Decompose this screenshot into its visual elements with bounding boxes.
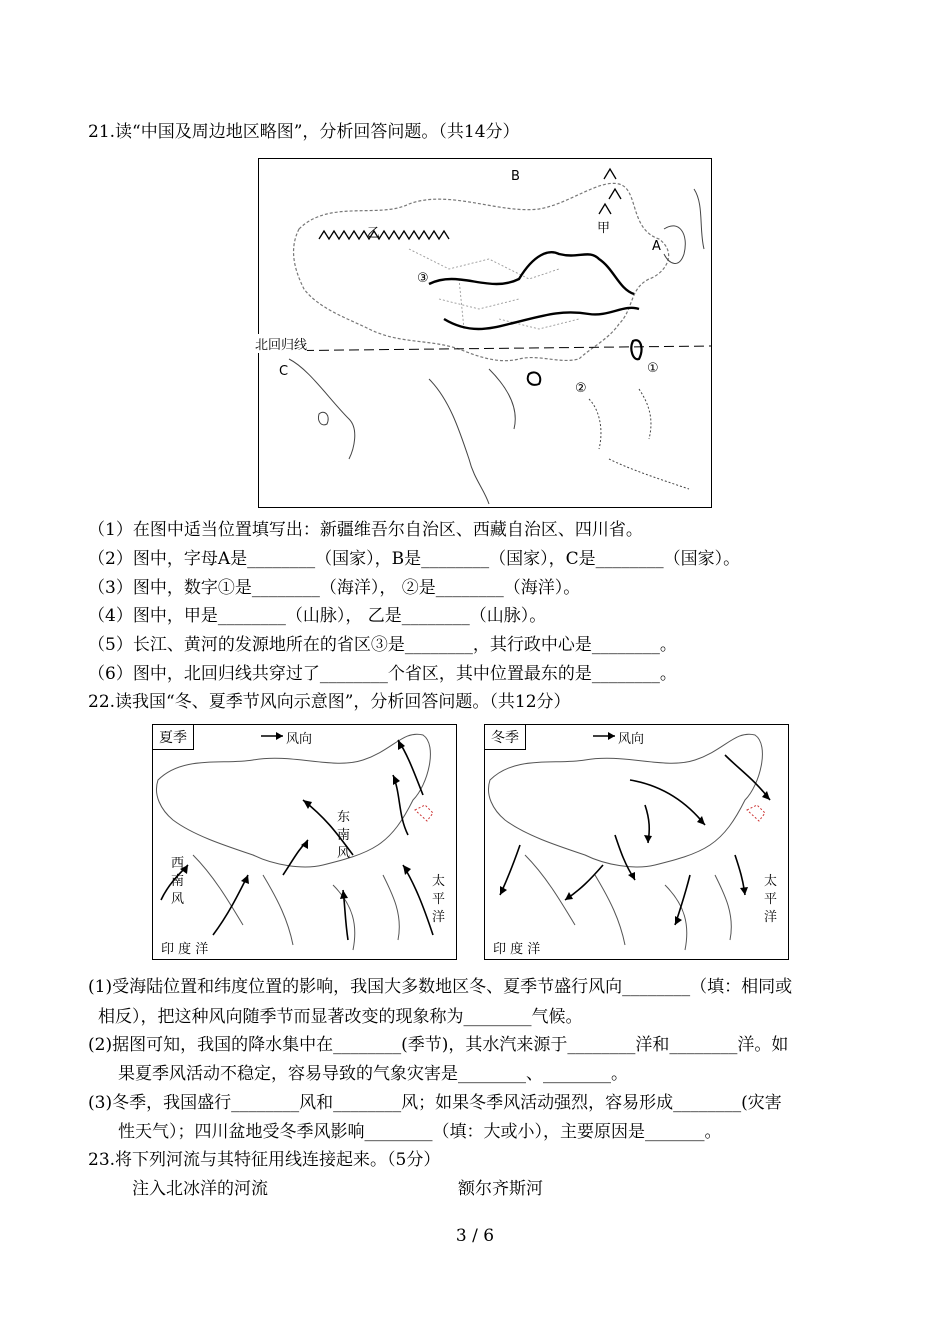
winter-pacific: 太平洋 bbox=[764, 874, 778, 925]
winter-indian-ocean: 印 度 洋 bbox=[493, 942, 541, 957]
label-jia: 甲 bbox=[597, 221, 611, 236]
summer-pacific: 太平洋 bbox=[432, 874, 446, 925]
label-yi: 乙 bbox=[367, 226, 381, 241]
summer-indian-ocean: 印 度 洋 bbox=[161, 942, 209, 957]
q23-title: 23.将下列河流与其特征用线连接起来。（5分） bbox=[88, 1150, 441, 1170]
q22-line-3: (2)据图可知，我国的降水集中在________(季节)，其水汽来源于________洋和________洋。如 bbox=[88, 1035, 789, 1055]
label-one: ① bbox=[647, 361, 659, 376]
label-B: B bbox=[511, 169, 520, 184]
winter-legend: 风向 bbox=[618, 732, 645, 747]
q21-line-2: （2）图中，字母A是________（国家），B是________（国家），C是________（国家）。 bbox=[88, 549, 741, 569]
q21-line-6: （6）图中，北回归线共穿过了________个省区，其中位置最东的是________。 bbox=[88, 664, 677, 684]
summer-season-label: 夏季 bbox=[153, 725, 194, 750]
label-tropic: 北回归线 bbox=[255, 334, 307, 353]
q21-line-5: （5）长江、黄河的发源地所在的省区③是________，其行政中心是________。 bbox=[88, 635, 677, 655]
q22-line-5: (3)冬季，我国盛行________风和________风；如果冬季风活动强烈，容易形成________(灾害 bbox=[88, 1093, 782, 1113]
q23-left-item: 注入北冰洋的河流 bbox=[132, 1179, 268, 1199]
summer-southeast-wind: 东南风 bbox=[337, 810, 351, 861]
label-three: ③ bbox=[417, 271, 429, 286]
label-two: ② bbox=[575, 381, 587, 396]
label-C: C bbox=[279, 364, 289, 379]
q22-title: 22.读我国“冬、夏季节风向示意图”，分析回答问题。（共12分） bbox=[88, 692, 571, 712]
summer-map-drawing bbox=[153, 725, 456, 959]
q21-line-1: （1）在图中适当位置填写出：新疆维吾尔自治区、西藏自治区、四川省。 bbox=[88, 520, 643, 540]
label-A: A bbox=[652, 239, 661, 254]
summer-southwest-wind: 西南风 bbox=[171, 856, 185, 907]
q21-line-4: （4）图中，甲是________（山脉）， 乙是________（山脉）。 bbox=[88, 606, 547, 626]
china-map-drawing bbox=[259, 159, 711, 507]
winter-season-label: 冬季 bbox=[485, 725, 526, 750]
q22-line-2: 相反），把这种风向随季节而显著改变的现象称为________气候。 bbox=[98, 1007, 583, 1027]
q21-title: 21.读“中国及周边地区略图”，分析回答问题。（共14分） bbox=[88, 122, 520, 142]
q22-line-4: 果夏季风活动不稳定，容易导致的气象灾害是________、________。 bbox=[118, 1064, 628, 1084]
q22-line-6: 性天气）；四川盆地受冬季风影响________（填：大或小），主要原因是_______。 bbox=[118, 1122, 722, 1142]
china-map bbox=[255, 158, 712, 508]
winter-map-drawing bbox=[485, 725, 788, 959]
q21-line-3: （3）图中，数字①是________（海洋）， ②是________（海洋）。 bbox=[88, 578, 581, 598]
q22-line-1: (1)受海陆位置和纬度位置的影响，我国大多数地区冬、夏季节盛行风向________（填：相同或 bbox=[88, 977, 793, 997]
q23-right-item: 额尔齐斯河 bbox=[458, 1179, 543, 1199]
summer-legend: 风向 bbox=[286, 732, 313, 747]
winter-wind-map bbox=[484, 724, 789, 960]
summer-wind-map bbox=[152, 724, 457, 960]
page-number: 3 / 6 bbox=[455, 1226, 495, 1246]
